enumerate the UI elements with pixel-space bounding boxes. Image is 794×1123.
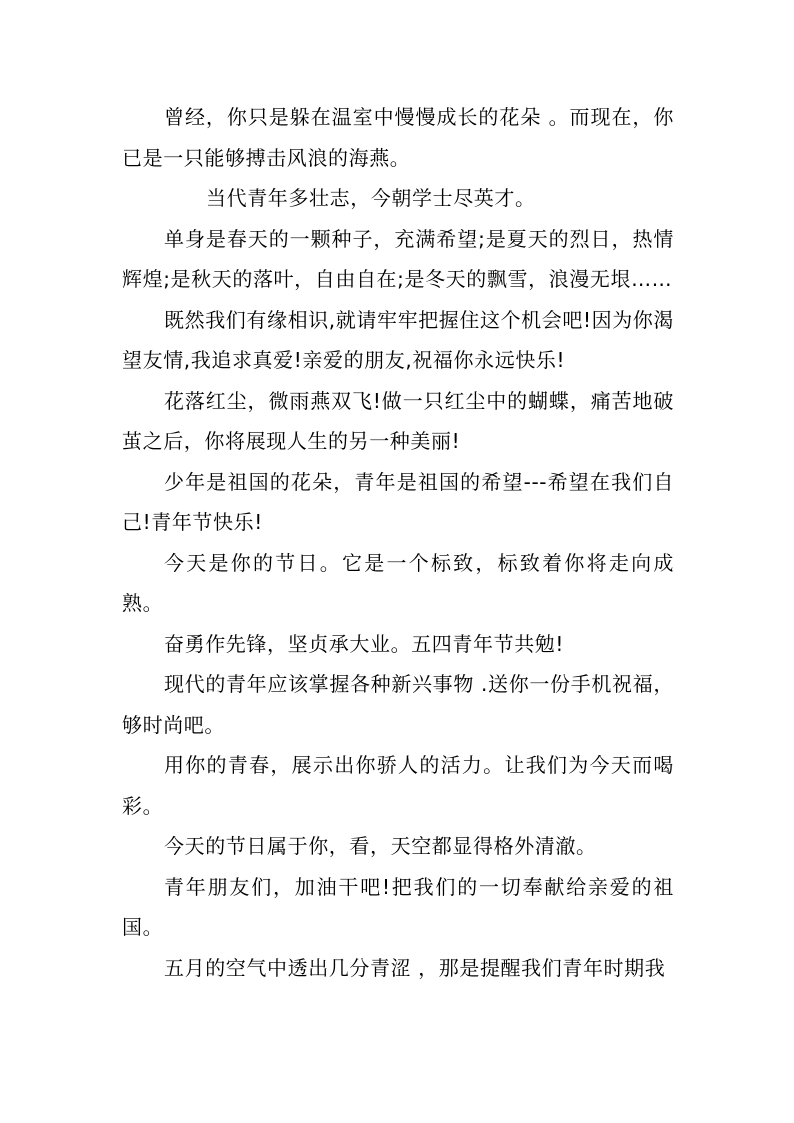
paragraph-8: 奋勇作先锋，坚贞承大业。五四青年节共勉! (164, 631, 565, 656)
paragraph-6: 少年是祖国的花朵，青年是祖国的希望---希望在我们自己!青年节快乐! (122, 469, 674, 534)
paragraph-13: 五月的空气中透出几分青涩 ，那是提醒我们青年时期我 (164, 955, 666, 980)
paragraph-10: 用你的青春，展示出你骄人的活力。让我们为今天而喝彩。 (122, 753, 674, 818)
paragraph-1: 曾经，你只是躲在温室中慢慢成长的花朵 。而现在，你已是一只能够搏击风浪的海燕。 (122, 105, 674, 170)
paragraph-7: 今天是你的节日。它是一个标致，标致着你将走向成熟。 (122, 550, 674, 615)
document-body (122, 97, 674, 988)
paragraph-3: 单身是春天的一颗种子，充满希望;是夏天的烈日，热情辉煌;是秋天的落叶，自由自在;是冬天的飘雪，浪漫无垠…… (122, 226, 674, 291)
paragraph-4: 既然我们有缘相识,就请牢牢把握住这个机会吧!因为你渴望友情,我追求真爱!亲爱的朋友,祝福你永远快乐! (122, 307, 674, 372)
paragraph-9: 现代的青年应该掌握各种新兴事物 .送你一份手机祝福，够时尚吧。 (122, 672, 674, 737)
paragraph-11: 今天的节日属于你，看，天空都显得格外清澈。 (164, 834, 597, 858)
paragraph-12: 青年朋友们，加油干吧!把我们的一切奉献给亲爱的祖国。 (122, 874, 674, 939)
paragraph-5: 花落红尘，微雨燕双飞!做一只红尘中的蝴蝶，痛苦地破茧之后，你将展现人生的另一种美丽! (122, 388, 674, 453)
paragraph-2: 当代青年多壮志，今朝学士尽英才。 (206, 186, 536, 210)
